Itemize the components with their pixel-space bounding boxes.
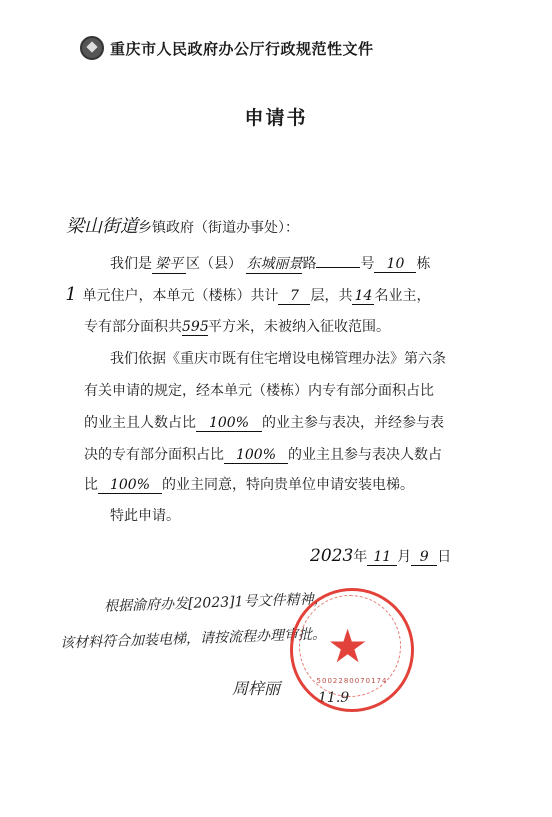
date-month-label: 月: [397, 549, 412, 565]
para2-line-3: [84, 412, 444, 432]
seal-serial: 5002280070174: [316, 677, 388, 685]
district-fill: 梁平: [152, 253, 186, 274]
date-month: 11: [367, 549, 397, 566]
header-text: 重庆市人民政府办公厅行政规范性文件: [110, 39, 374, 58]
annotation-line-1: 根据渝府办发[2023]1号文件精神，: [103, 591, 328, 615]
pct2-fill: 100%: [224, 447, 288, 464]
document-header: [80, 36, 374, 60]
margin-mark: 1: [65, 284, 77, 305]
annotation-sig-date: 11.9: [318, 690, 350, 706]
floors-fill: 7: [278, 288, 310, 305]
annotation-line-2: 该材料符合加装电梯，请按流程办理审批。: [59, 626, 327, 652]
para2-line-2: 有关申请的规定，经本单元（楼栋）内专有部分面积占比: [84, 383, 434, 399]
closing-line: 特此申请。: [110, 508, 180, 524]
building-label: 栋: [416, 256, 431, 272]
body-line-3: [84, 316, 390, 336]
number-label: 号: [360, 256, 375, 272]
official-seal: [290, 588, 414, 712]
area-fill: 595: [182, 319, 209, 335]
road-fill: 东城丽景: [246, 253, 302, 274]
body-line-1: [110, 253, 430, 274]
p2-line3-suffix: 的业主参与表决，并经参与表: [262, 415, 444, 431]
district-label: 区（县）: [186, 256, 242, 272]
date-year: 2023: [310, 546, 354, 566]
national-emblem-icon: [80, 36, 104, 60]
para2-line-1: 我们依据《重庆市既有住宅增设电梯管理办法》第六条: [110, 351, 446, 367]
addressee-line: [66, 212, 299, 238]
floors-label: 层，共: [310, 288, 353, 304]
p2-line5-suffix: 的业主同意，特向贵单位申请安装电梯。: [162, 477, 414, 493]
body-line-2: [64, 284, 430, 305]
p2-line4-suffix: 的业主且参与表决人数占: [288, 447, 442, 463]
addressee-suffix: 乡镇政府（街道办事处）：: [138, 220, 299, 236]
we-are-text: 我们是: [110, 256, 152, 272]
pct3-fill: 100%: [98, 477, 162, 494]
handwritten-office: 梁山街道: [66, 216, 138, 237]
pct1-fill: 100%: [196, 415, 262, 432]
owners-label: 名业主，: [374, 288, 431, 304]
p2-line5-prefix: 比: [84, 477, 98, 493]
p2-line3-prefix: 的业主且人数占比: [84, 415, 196, 431]
date-year-label: 年: [353, 549, 368, 565]
document-title: 申请书: [244, 107, 308, 129]
road-label: 路: [302, 256, 317, 272]
date-day-label: 日: [437, 549, 452, 565]
number-blank: [316, 267, 360, 268]
date-day: 9: [411, 549, 437, 566]
seal-star-icon: ★: [327, 619, 369, 673]
building-fill: 10: [374, 256, 416, 273]
area-suffix: 平方米，未被纳入征收范围。: [208, 319, 390, 335]
p2-line4-prefix: 决的专有部分面积占比: [84, 447, 224, 463]
unit-prefix: 单元住户，本单元（楼栋）共计: [82, 288, 279, 304]
para2-line-5: [84, 474, 414, 494]
owners-fill: 14: [352, 288, 374, 305]
annotation-signature: 周梓丽: [232, 679, 281, 698]
area-prefix: 专有部分面积共: [84, 319, 182, 335]
date-line: [310, 546, 451, 566]
para2-line-4: [84, 444, 442, 464]
